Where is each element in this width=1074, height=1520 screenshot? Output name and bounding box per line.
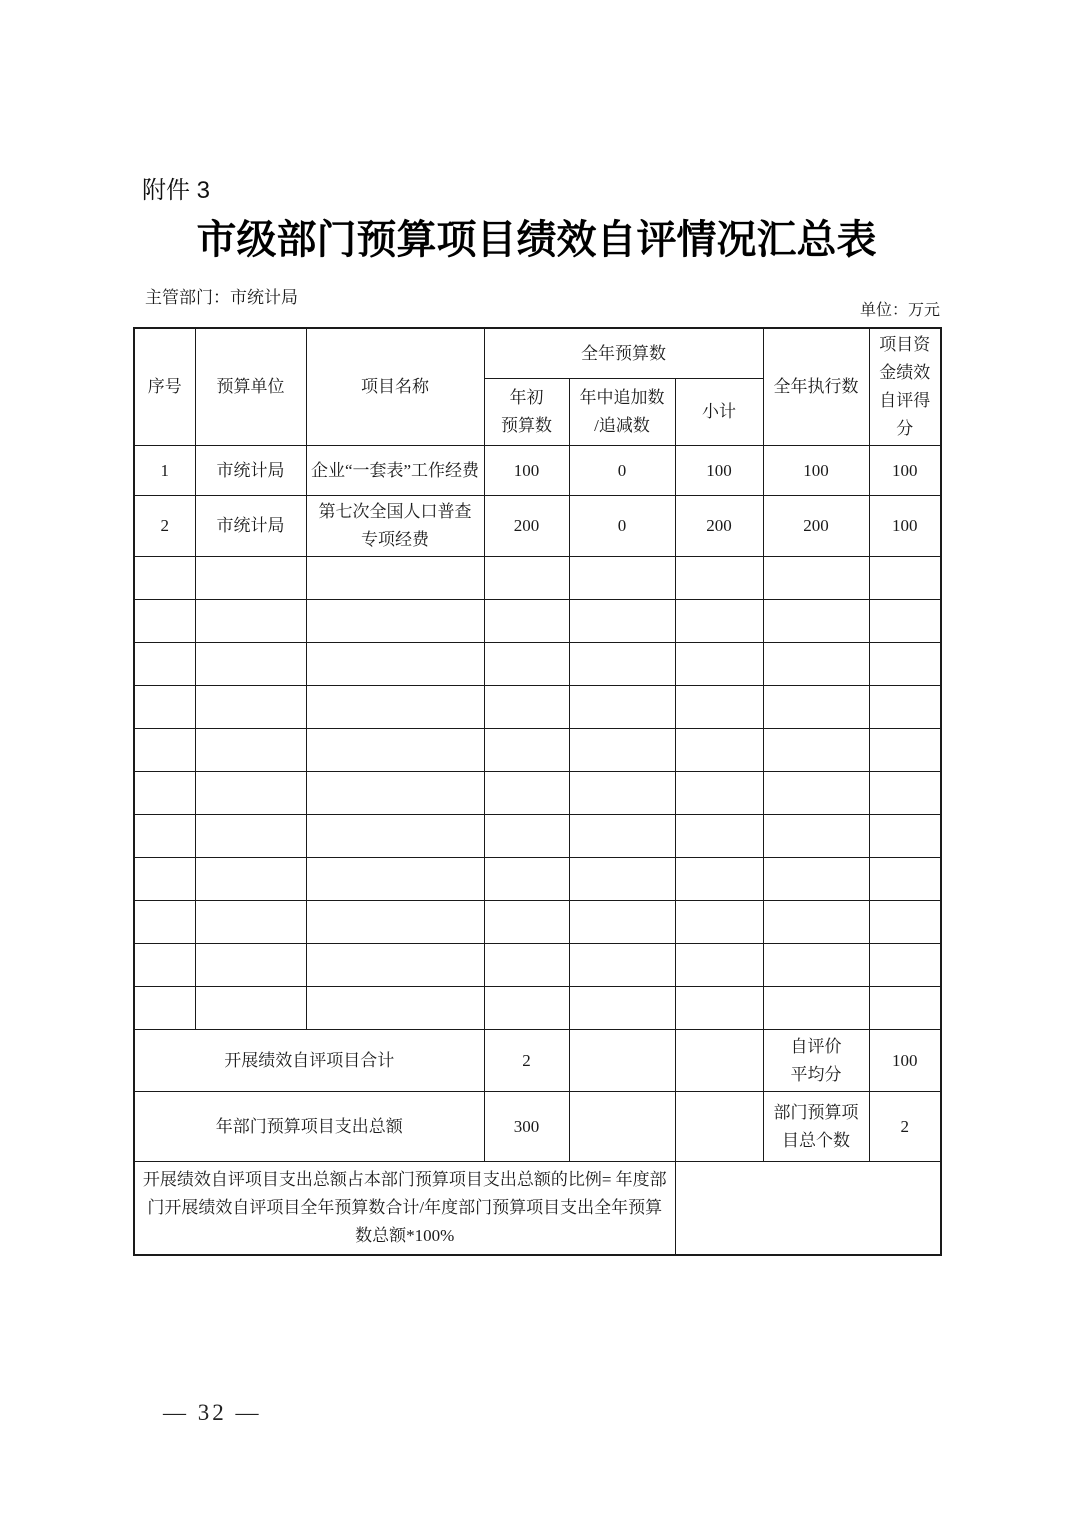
empty-cell bbox=[134, 772, 195, 815]
empty-cell bbox=[569, 815, 675, 858]
header-score: 项目资金绩效自评得分 bbox=[869, 328, 941, 446]
empty-cell bbox=[675, 858, 763, 901]
empty-cell bbox=[763, 815, 869, 858]
empty-cell bbox=[484, 772, 569, 815]
empty-cell bbox=[484, 557, 569, 600]
empty-cell bbox=[484, 987, 569, 1030]
summary-label-line: 目总个数 bbox=[782, 1130, 851, 1150]
empty-cell bbox=[195, 600, 306, 643]
header-project-name: 项目名称 bbox=[306, 328, 484, 446]
empty-cell bbox=[484, 901, 569, 944]
empty-cell bbox=[569, 557, 675, 600]
empty-cell bbox=[484, 729, 569, 772]
empty-cell bbox=[675, 1092, 763, 1162]
empty-table-row bbox=[134, 944, 941, 987]
table-row bbox=[134, 446, 941, 496]
empty-cell bbox=[869, 686, 941, 729]
empty-table-row bbox=[134, 987, 941, 1030]
empty-cell bbox=[763, 901, 869, 944]
empty-cell bbox=[569, 1030, 675, 1092]
empty-cell bbox=[675, 643, 763, 686]
header-seq: 序号 bbox=[134, 328, 195, 446]
cell-annual-execution: 100 bbox=[763, 446, 869, 496]
empty-cell bbox=[869, 987, 941, 1030]
empty-table-row bbox=[134, 815, 941, 858]
empty-cell bbox=[763, 729, 869, 772]
empty-cell bbox=[306, 729, 484, 772]
empty-cell bbox=[306, 643, 484, 686]
empty-cell bbox=[306, 772, 484, 815]
empty-cell bbox=[484, 944, 569, 987]
attachment-label: 附件 3 bbox=[142, 177, 211, 204]
empty-cell bbox=[869, 643, 941, 686]
empty-cell bbox=[869, 901, 941, 944]
empty-cell bbox=[306, 858, 484, 901]
summary-value: 2 bbox=[484, 1030, 569, 1092]
cell-midyear-adjust: 0 bbox=[569, 446, 675, 496]
empty-table-row bbox=[134, 901, 941, 944]
empty-cell bbox=[134, 557, 195, 600]
header-line: 预算数 bbox=[501, 416, 552, 436]
empty-cell bbox=[134, 729, 195, 772]
empty-cell bbox=[569, 729, 675, 772]
header-subtotal: 小计 bbox=[675, 379, 763, 446]
summary-label-line: 平均分 bbox=[790, 1064, 842, 1084]
ratio-empty-cell bbox=[675, 1162, 941, 1255]
summary-row-annual-expenditure-total bbox=[134, 1092, 941, 1162]
empty-cell bbox=[134, 815, 195, 858]
empty-cell bbox=[569, 944, 675, 987]
empty-cell bbox=[869, 557, 941, 600]
empty-cell bbox=[134, 858, 195, 901]
empty-cell bbox=[763, 858, 869, 901]
empty-cell bbox=[484, 686, 569, 729]
empty-cell bbox=[763, 557, 869, 600]
empty-cell bbox=[869, 858, 941, 901]
empty-cell bbox=[569, 901, 675, 944]
empty-cell bbox=[675, 901, 763, 944]
empty-cell bbox=[869, 944, 941, 987]
empty-table-row bbox=[134, 772, 941, 815]
cell-initial-budget: 100 bbox=[484, 446, 569, 496]
empty-cell bbox=[569, 600, 675, 643]
header-annual-budget-group: 全年预算数 bbox=[484, 328, 763, 379]
empty-cell bbox=[195, 944, 306, 987]
empty-cell bbox=[195, 901, 306, 944]
empty-cell bbox=[569, 772, 675, 815]
empty-cell bbox=[763, 772, 869, 815]
empty-cell bbox=[675, 1030, 763, 1092]
empty-cell bbox=[869, 772, 941, 815]
data-rows bbox=[134, 446, 941, 557]
unit-note: 单位：万元 bbox=[859, 302, 940, 319]
empty-cell bbox=[869, 600, 941, 643]
empty-cell bbox=[763, 987, 869, 1030]
empty-cell bbox=[195, 858, 306, 901]
summary-rows bbox=[134, 1030, 941, 1255]
cell-score: 100 bbox=[869, 496, 941, 557]
summary-label-line: 自评价 bbox=[790, 1036, 842, 1056]
empty-cell bbox=[134, 643, 195, 686]
empty-cell bbox=[195, 987, 306, 1030]
summary-right-label bbox=[763, 1030, 869, 1092]
cell-score: 100 bbox=[869, 446, 941, 496]
summary-table bbox=[133, 327, 942, 1256]
empty-cell bbox=[569, 643, 675, 686]
page-number: — 32 — bbox=[163, 1400, 262, 1425]
empty-cell bbox=[675, 815, 763, 858]
empty-table-row bbox=[134, 643, 941, 686]
cell-seq: 1 bbox=[134, 446, 195, 496]
empty-cell bbox=[306, 987, 484, 1030]
empty-cell bbox=[869, 729, 941, 772]
empty-cell bbox=[195, 729, 306, 772]
summary-label-line: 部门预算项 bbox=[773, 1102, 859, 1122]
summary-right-value: 2 bbox=[869, 1092, 941, 1162]
empty-cell bbox=[675, 944, 763, 987]
empty-table-row bbox=[134, 729, 941, 772]
header-initial-budget bbox=[484, 379, 569, 446]
cell-budget-unit: 市统计局 bbox=[195, 446, 306, 496]
empty-cell bbox=[763, 600, 869, 643]
empty-cell bbox=[569, 686, 675, 729]
empty-cell bbox=[569, 858, 675, 901]
cell-annual-execution: 200 bbox=[763, 496, 869, 557]
empty-cell bbox=[763, 643, 869, 686]
ratio-row bbox=[134, 1162, 941, 1255]
table-row bbox=[134, 496, 941, 557]
empty-cell bbox=[763, 686, 869, 729]
cell-subtotal: 200 bbox=[675, 496, 763, 557]
cell-seq: 2 bbox=[134, 496, 195, 557]
empty-cell bbox=[675, 987, 763, 1030]
empty-cell bbox=[306, 600, 484, 643]
empty-cell bbox=[675, 729, 763, 772]
empty-cell bbox=[134, 944, 195, 987]
header-line: 年初 bbox=[509, 388, 544, 408]
empty-cell bbox=[869, 815, 941, 858]
cell-midyear-adjust: 0 bbox=[569, 496, 675, 557]
cell-budget-unit: 市统计局 bbox=[195, 496, 306, 557]
empty-cell bbox=[134, 686, 195, 729]
empty-cell bbox=[569, 1092, 675, 1162]
empty-cell bbox=[306, 815, 484, 858]
empty-table-row bbox=[134, 686, 941, 729]
empty-cell bbox=[134, 987, 195, 1030]
empty-cell bbox=[134, 600, 195, 643]
empty-cell bbox=[675, 557, 763, 600]
empty-cell bbox=[195, 557, 306, 600]
empty-cell bbox=[195, 772, 306, 815]
empty-cell bbox=[134, 901, 195, 944]
empty-cell bbox=[484, 815, 569, 858]
cell-initial-budget: 200 bbox=[484, 496, 569, 557]
header-midyear-adjust bbox=[569, 379, 675, 446]
empty-cell bbox=[195, 643, 306, 686]
header-line: 年中追加数 bbox=[579, 388, 665, 408]
empty-cell bbox=[484, 600, 569, 643]
summary-label: 年部门预算项目支出总额 bbox=[134, 1092, 484, 1162]
supervising-department: 主管部门：市统计局 bbox=[145, 288, 298, 307]
empty-table-row bbox=[134, 600, 941, 643]
empty-cell bbox=[306, 557, 484, 600]
ratio-note: 开展绩效自评项目支出总额占本部门预算项目支出总额的比例= 年度部门开展绩效自评项目全年预算数合计/年度部门预算项目支出全年预算数总额*100% bbox=[134, 1162, 675, 1255]
summary-label: 开展绩效自评项目合计 bbox=[134, 1030, 484, 1092]
empty-cell bbox=[484, 858, 569, 901]
cell-project-name: 企业“一套表”工作经费 bbox=[306, 446, 484, 496]
cell-subtotal: 100 bbox=[675, 446, 763, 496]
cell-project-name: 第七次全国人口普查专项经费 bbox=[306, 496, 484, 557]
empty-cell bbox=[763, 944, 869, 987]
empty-rows bbox=[134, 557, 941, 1030]
header-line: /追减数 bbox=[594, 416, 650, 436]
summary-right-value: 100 bbox=[869, 1030, 941, 1092]
empty-cell bbox=[675, 600, 763, 643]
empty-cell bbox=[484, 643, 569, 686]
empty-cell bbox=[195, 815, 306, 858]
empty-cell bbox=[675, 772, 763, 815]
summary-row-self-eval-total bbox=[134, 1030, 941, 1092]
header-annual-execution: 全年执行数 bbox=[763, 328, 869, 446]
empty-cell bbox=[306, 686, 484, 729]
header-budget-unit: 预算单位 bbox=[195, 328, 306, 446]
empty-table-row bbox=[134, 858, 941, 901]
empty-table-row bbox=[134, 557, 941, 600]
empty-cell bbox=[306, 901, 484, 944]
summary-value: 300 bbox=[484, 1092, 569, 1162]
empty-cell bbox=[306, 944, 484, 987]
empty-cell bbox=[675, 686, 763, 729]
empty-cell bbox=[195, 686, 306, 729]
summary-right-label bbox=[763, 1092, 869, 1162]
empty-cell bbox=[569, 987, 675, 1030]
table-header bbox=[134, 328, 941, 446]
page-title: 市级部门预算项目绩效自评情况汇总表 bbox=[196, 217, 877, 262]
